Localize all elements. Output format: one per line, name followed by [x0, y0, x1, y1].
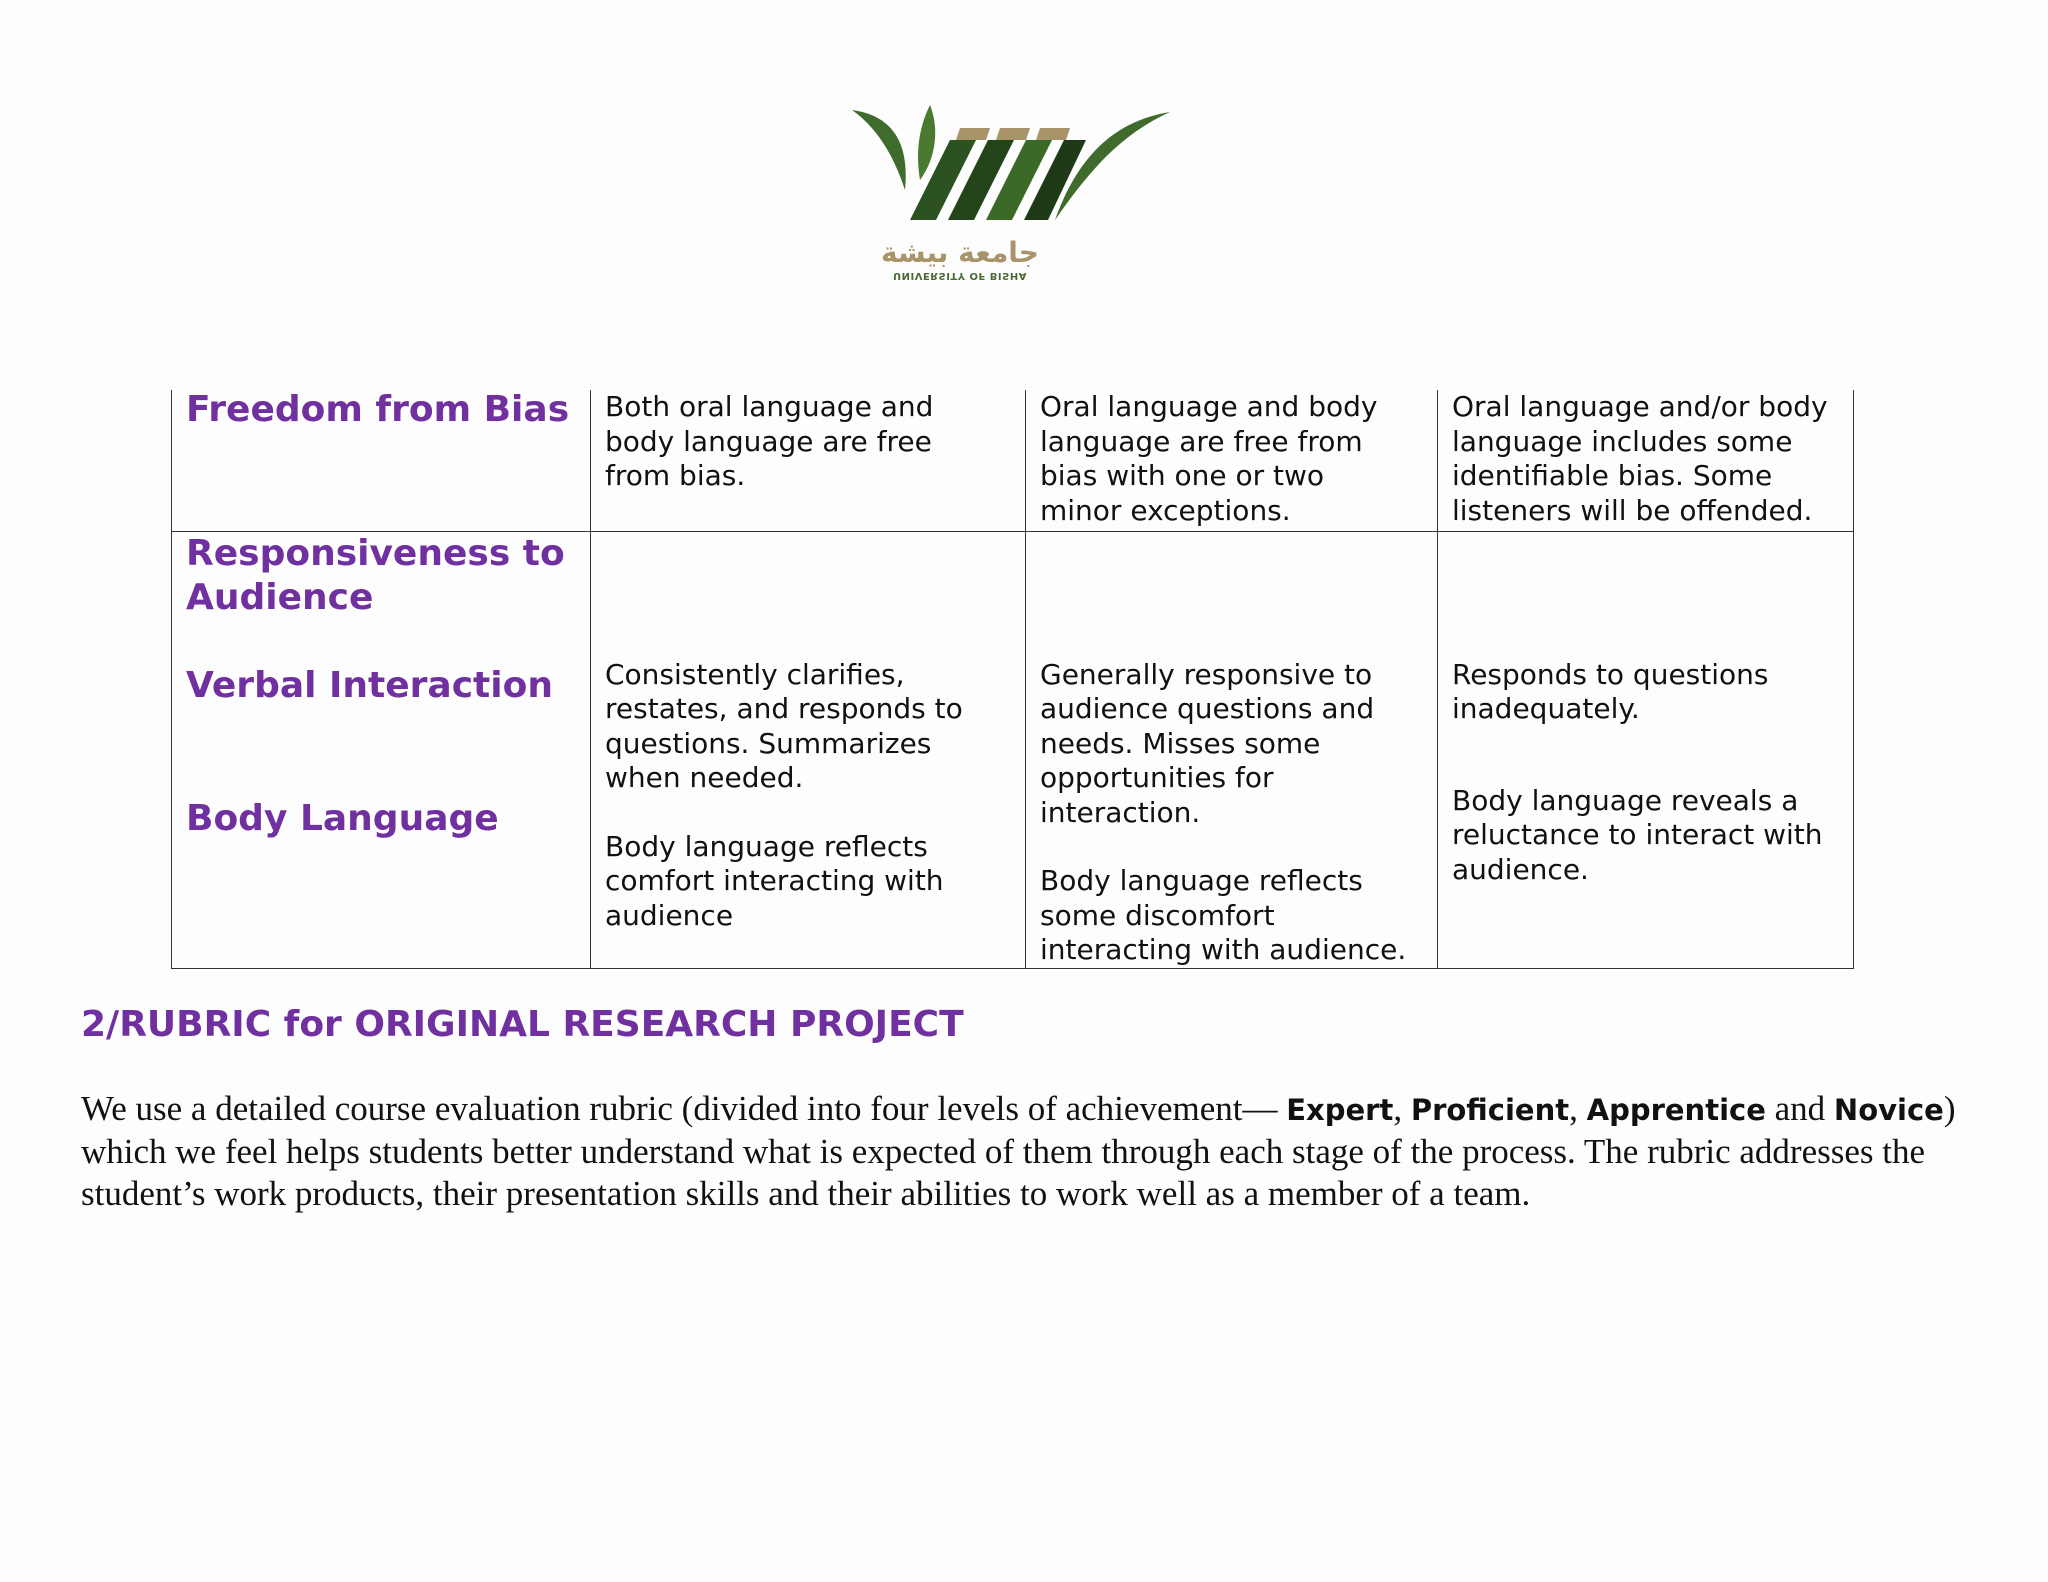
separator: ,	[1393, 1089, 1411, 1128]
separator: ,	[1569, 1089, 1587, 1128]
table-cell	[1438, 390, 1854, 531]
table-cell	[591, 531, 1026, 968]
level-apprentice: Apprentice	[1586, 1093, 1766, 1127]
cell-novice-verbal: Responds to questions inadequately.	[1452, 657, 1769, 725]
table-cell	[591, 390, 1026, 531]
level-proficient: Proficient	[1410, 1093, 1570, 1127]
separator: and	[1765, 1089, 1834, 1128]
table-cell	[1026, 531, 1438, 968]
criterion-freedom-from-bias: Freedom from Bias	[186, 389, 570, 430]
logo-cap-1	[956, 128, 990, 140]
level-novice: Novice	[1833, 1093, 1944, 1127]
cell-novice-body: Body language reveals a reluctance to interact with audience.	[1452, 783, 1823, 886]
table-row	[172, 531, 1854, 968]
cell-proficient-body: Body language reflects some discomfort interacting with audience.	[1040, 864, 1407, 966]
logo-arabic-name: جامعة بيشة	[881, 236, 1039, 269]
section-heading: 2/RUBRIC for ORIGINAL RESEARCH PROJECT	[81, 1004, 964, 1045]
table-cell	[1026, 390, 1438, 531]
logo-leaf-left	[852, 110, 906, 190]
cell-expert-verbal: Consistently clarifies, restates, and responds to questions. Summarizes when needed.	[605, 657, 963, 794]
sub-criterion-verbal: Verbal Interaction	[186, 664, 553, 706]
sub-criterion-body-language: Body Language	[186, 797, 499, 839]
criterion-responsiveness: Responsiveness to Audience	[186, 532, 565, 618]
table-cell	[1438, 531, 1854, 968]
paragraph-text: We use a detailed course evaluation rubric (divided into four levels of achievement—	[81, 1089, 1287, 1128]
paragraph-text: ) which we feel helps students better understand what is expected of them through each stage of the process. The rubric addresses the student’s work products, their presentation skills and their abilities to work well as a member of a team.	[81, 1089, 1956, 1213]
cell-expert-bias: Both oral language and body language are free from bias.	[605, 390, 934, 492]
rubric-table	[171, 390, 1854, 969]
level-expert: Expert	[1286, 1093, 1394, 1127]
logo-cap-2	[996, 128, 1030, 140]
cell-proficient-bias: Oral language and body language are free from bias with one or two minor exceptions.	[1040, 390, 1378, 527]
criterion-cell	[172, 531, 591, 968]
logo-english-name: UNIVERSITY OF BISHA	[893, 270, 1027, 281]
cell-proficient-verbal: Generally responsive to audience questions and needs. Misses some opportunities for interaction.	[1040, 657, 1375, 829]
table-row	[172, 390, 1854, 531]
logo-leaf-top	[918, 105, 935, 180]
university-logo	[850, 100, 1170, 290]
cell-novice-bias: Oral language and/or body language includes some identifiable bias. Some listeners will be offended.	[1452, 390, 1828, 527]
criterion-cell	[172, 390, 591, 531]
description-paragraph	[81, 1088, 1961, 1215]
cell-expert-body: Body language reflects comfort interacting with audience	[605, 829, 944, 932]
logo-cap-3	[1036, 128, 1070, 140]
